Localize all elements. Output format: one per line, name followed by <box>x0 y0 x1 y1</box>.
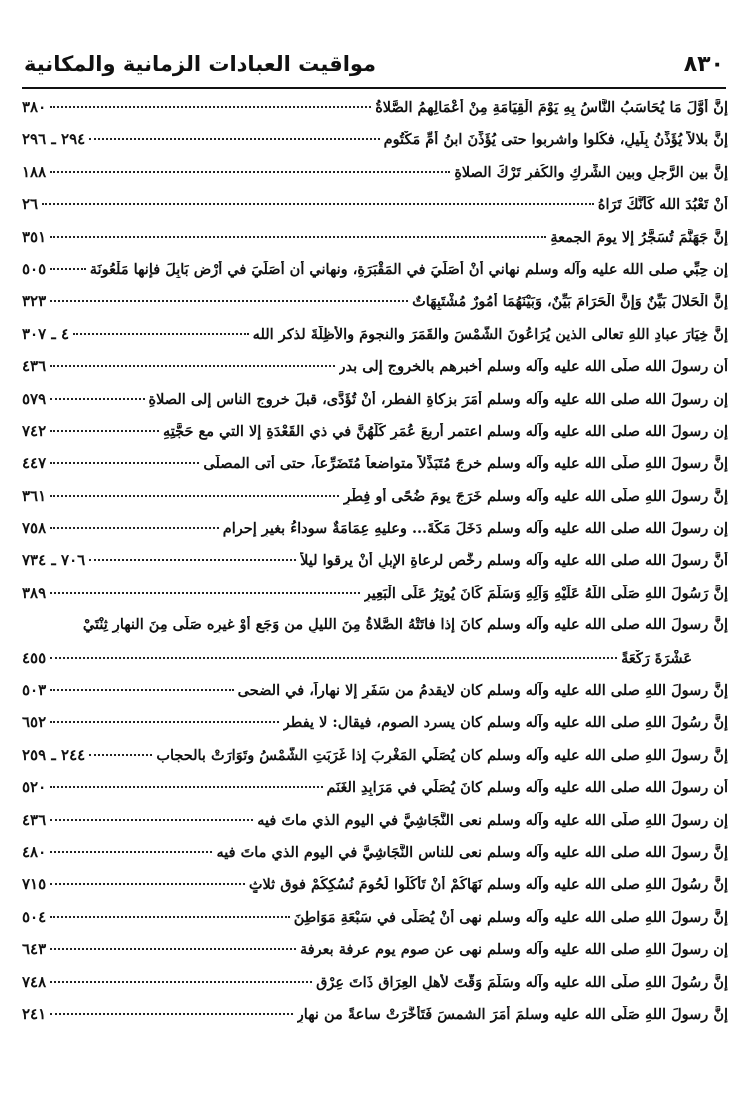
dot-leader <box>50 786 322 788</box>
entry-page-number: ٥٠٥ <box>22 259 47 278</box>
dot-leader <box>50 462 199 464</box>
index-entry <box>22 940 728 972</box>
entry-text: أَنْ تَعْبُدَ الله كَأَنَّكَ تَرَاهُ <box>597 196 728 214</box>
entry-page-number: ٤٣٦ <box>22 810 47 829</box>
index-entry <box>22 713 728 745</box>
entry-text: إِنَّ بين الرَّجلِ وبين الشِّركِ والكُفرِ تَرْكَ الصلاةِ <box>454 163 728 181</box>
entry-page-number: ٥٠٣ <box>22 681 47 700</box>
dot-leader <box>42 203 594 205</box>
index-entry <box>22 778 728 810</box>
entry-page-number: ٦٥٢ <box>22 713 47 732</box>
index-entry <box>22 130 728 162</box>
index-entry <box>22 487 728 519</box>
entry-text: إِنَّ رسُولَ اللهِ صلى الله عليه وآله وسلم كان يسرد الصوم، فيقال: لا يفطر <box>282 714 728 732</box>
entry-text: أَنَّ رسولَ الله صلى الله عليه وآله وسلم رخَّص لرعاةِ الإبلِ أَنْ يرقوا ليلاً <box>300 552 728 570</box>
index-entry <box>22 325 728 357</box>
entry-text: إِنَّ رسولَ اللهِ صلّى الله عليه وآله وسلم خَرَجَ يومَ ضُحًى أو فِطْرٍ <box>343 487 728 505</box>
index-entry <box>22 390 728 422</box>
entry-text: إن رسولَ اللهِ صلّى الله عليه وآله وسلم نعى النَّجَاشِيَّ في اليومِ الذي ماتَ فيه <box>257 811 728 829</box>
entry-page-number: ٥٢٠ <box>22 778 47 797</box>
entry-page-number: ٣٥١ <box>22 227 47 246</box>
entry-page-number: ٤٤٧ <box>22 454 47 473</box>
index-entry <box>22 454 728 486</box>
index-entry <box>22 1005 728 1037</box>
index-entry <box>22 551 728 583</box>
entry-page-number: ١٨٨ <box>22 162 47 181</box>
index-entry <box>22 228 728 260</box>
entry-text: أن رسولَ الله صلّى الله عليه وآله وسلم أخبرهم بالخروج إلى بدر <box>338 358 728 376</box>
entry-page-number: ٤٣٦ <box>22 357 47 376</box>
dot-leader <box>89 138 379 140</box>
entry-page-number: ٢٤١ <box>22 1004 47 1023</box>
entry-page-number: ٦٤٣ <box>22 940 47 959</box>
entry-page-number: ٢٤٤ ـ ٢٥٩ <box>22 745 86 764</box>
dot-leader <box>50 819 253 821</box>
entry-page-number: ٢٦ <box>22 195 39 214</box>
dot-leader <box>50 592 360 594</box>
index-entry <box>22 973 728 1005</box>
entry-page-number: ٤٨٠ <box>22 843 47 861</box>
dot-leader <box>50 495 339 497</box>
index-entry <box>22 681 728 713</box>
entry-page-number: ٥٧٩ <box>22 389 47 408</box>
index-entry <box>22 746 728 778</box>
dot-leader <box>50 236 546 238</box>
entry-text: إِنَّ الْحَلالَ بَيِّنٌ وَإِنَّ الْحَرَامَ بَيِّنٌ، وَبَيْنَهُمَا أُمُورٌ مُشْتَبِهَاتٌ <box>412 293 728 311</box>
entry-text: إِنَّ جَهَنَّمَ تُسَجَّرُ إلا يومَ الجمعةِ <box>550 228 728 246</box>
running-title: مواقيت العبادات الزمانية والمكانية <box>24 52 377 76</box>
index-entry <box>22 908 728 940</box>
entry-line-continued <box>22 649 728 681</box>
index-entry <box>22 519 728 551</box>
index-entry <box>22 843 728 875</box>
entry-page-number: ٣٢٣ <box>22 292 47 311</box>
entry-page-number: ٧٤٨ <box>22 972 47 991</box>
entry-text: إن رسولَ اللهِ صلى الله عليه وآله وسلم نهى عن صوم يوم عرفة بعرفة <box>299 941 728 959</box>
entry-page-number: ٧١٥ <box>22 875 47 894</box>
dot-leader <box>50 916 290 918</box>
entry-text: إِنَّ أَوَّلَ مَا يُحَاسَبُ النَّاسُ بِهِ يَوْمَ الْقِيَامَةِ مِنْ أَعْمَالِهِمُ الصَّلاةُ <box>375 99 728 116</box>
dot-leader <box>50 365 334 367</box>
entry-text: إِنَّ خِيَارَ عبادِ اللهِ تعالى الذين يُرَاعُونَ الشَّمْسَ والقَمَرَ والنجومَ والأَظِلَّةَ لذكر الله <box>252 325 728 343</box>
entry-text: إِن حِبِّي صلى الله عليه وآله وسلم نهاني أَنْ أُصَلِّيَ في المَقْبَرَةِ، ونهاني أن أُصَلِّيَ في أَرْضِ بَابِلَ فإنها مَلْعُونَة <box>89 260 728 278</box>
index-entry <box>22 163 728 195</box>
dot-leader <box>50 851 212 853</box>
entry-text: إِنَّ رسُولَ اللهِ صلى الله عليه وآله وسلم نَهَاكُمْ أَنْ تَأْكُلُوا لُحُومَ نُسُكِكُمْ فوق ثلاثٍ <box>248 876 728 894</box>
index-entry <box>22 357 728 389</box>
entry-page-number: ٧٠٦ ـ ٧٣٤ <box>22 551 86 570</box>
hadith-index-list <box>22 98 728 1037</box>
entry-page-number: ٣٨٩ <box>22 583 47 602</box>
dot-leader <box>50 268 86 270</box>
entry-page-number: ٧٤٢ <box>22 421 47 440</box>
dot-leader <box>50 398 144 400</box>
entry-text: إِنَّ رسولَ الله صلى الله عليه وآله وسلم كانَ إذا فاتَتْهُ الصَّلاةُ مِنَ الليلِ من وَجَعٍ أَوْ غيرِه صَلَّى مِنَ النهارِ ثِنْتَيْ <box>82 616 728 634</box>
entry-text: إِنَّ رَسُولَ اللهِ صَلَّى اللَّهُ عَلَيْهِ وَآلِهِ وَسَلَّمَ كَانَ يُوتِرُ عَلَى الْبَعِيرِ <box>363 584 728 602</box>
index-entry <box>22 811 728 843</box>
index-entry <box>22 422 728 454</box>
dot-leader <box>50 430 159 432</box>
entry-page-number: ٥٠٤ <box>22 907 47 926</box>
dot-leader <box>50 171 450 173</box>
entry-page-number: ٧٥٨ <box>22 519 47 538</box>
entry-page-number: ٣٨٠ <box>22 98 47 116</box>
index-entry <box>22 260 728 292</box>
index-entry <box>22 98 728 130</box>
dot-leader <box>50 1013 293 1015</box>
index-entry <box>22 292 728 324</box>
entry-text: إن رسولَ الله صلى الله عليه وآله وسلم اعتمر أربعَ عُمَرٍ كُلُّهُنَّ في ذي القَعْدَةِ إلا التي مع حَجَّتِهِ <box>162 422 728 440</box>
dot-leader <box>50 721 279 723</box>
page-header <box>24 44 724 84</box>
entry-text: إِنَّ رسُولَ اللهِ صلّى الله عليه وآله وسَلَّمَ وَقَّتَ لأهلِ العِرَاقِ ذَاتَ عِرْقٍ <box>316 973 728 991</box>
index-entry <box>22 616 728 681</box>
page-number: ٨٣٠ <box>683 51 724 77</box>
index-entry <box>22 875 728 907</box>
header-rule <box>22 87 726 89</box>
dot-leader <box>50 981 312 983</box>
dot-leader <box>89 559 296 561</box>
entry-text: إِنَّ رسولَ اللهِ صلى الله عليه وآله وسلم كان لايقدمُ من سَفَرٍ إلا نهاراً، في الضحى <box>237 682 728 700</box>
entry-text: إِنَّ رسولَ اللهِ صلى الله عليه وآله وسلم نهى أَنْ يُصَلَّى في سَبْعَةِ مَوَاطِنَ <box>293 908 728 926</box>
entry-text: إِنَّ رسولَ الله صلى الله عليه وآله وسلم نعى للناسِ النَّجَاشِيَّ في اليوم الذي ماتَ فيه <box>216 844 728 861</box>
dot-leader <box>50 883 245 885</box>
entry-text: أن رسولَ الله صلى الله عليه وآله وسلم كانَ يُصَلِّي في مَرَابِدِ الغَنَمِ <box>326 779 728 797</box>
entry-page-number: ٤٥٥ <box>22 648 47 667</box>
dot-leader <box>73 333 249 335</box>
entry-text: إِنَّ رسولَ اللهِ صلّى الله عليه وآله وسلم خرجَ مُتَبَذِّلاً متواضعاً مُتَضَرِّعاً، حتى أتى المصلّى <box>203 455 728 473</box>
entry-page-number: ٤ ـ ٣٠٧ <box>22 324 70 343</box>
entry-text: إن رسولَ الله صلى الله عليه وآله وسلم أَمَرَ بزكاةِ الفطر، أَنْ تُؤَدَّى، قبلَ خروج الناس إلى الصلاةِ <box>148 390 728 408</box>
entry-text: إن رسولَ الله صلى الله عليه وآله وسلم دَخَلَ مَكَّةَ... وعليهِ عِمَامَةٌ سوداءُ بغيرِ إحرام <box>222 520 728 538</box>
dot-leader <box>50 948 296 950</box>
entry-text: إِنَّ رسولَ اللهِ صَلّى الله عليه وسلمَ أَمَرَ الشمسَ فَتَأَخَّرَتْ ساعةً من نهارٍ <box>296 1005 728 1023</box>
entry-text: إِنَّ رسولَ اللهِ صلى الله عليه وآله وسلم كان يُصَلِّي المَغْرِبَ إذا غَرَبَتِ الشَّمْسُ وتَوَارَتْ بالحجاب <box>156 746 728 764</box>
entry-line <box>22 616 728 648</box>
index-entry <box>22 584 728 616</box>
dot-leader <box>50 657 617 659</box>
entry-page-number: ٣٦١ <box>22 486 47 505</box>
entry-page-number: ٢٩٤ ـ ٢٩٦ <box>22 130 86 149</box>
dot-leader <box>50 527 219 529</box>
dot-leader <box>50 300 408 302</box>
dot-leader <box>50 689 233 691</box>
index-entry <box>22 195 728 227</box>
entry-text: إِنَّ بلالاً يُؤَذِّنُ بِلَيلٍ، فكُلوا واشربوا حتى يُؤَذِّنَ ابنُ أُمِّ مَكْتُومٍ <box>383 131 728 149</box>
dot-leader <box>89 754 152 756</box>
entry-text: عَشْرَةَ رَكْعَةً <box>621 649 692 667</box>
dot-leader <box>50 106 371 108</box>
